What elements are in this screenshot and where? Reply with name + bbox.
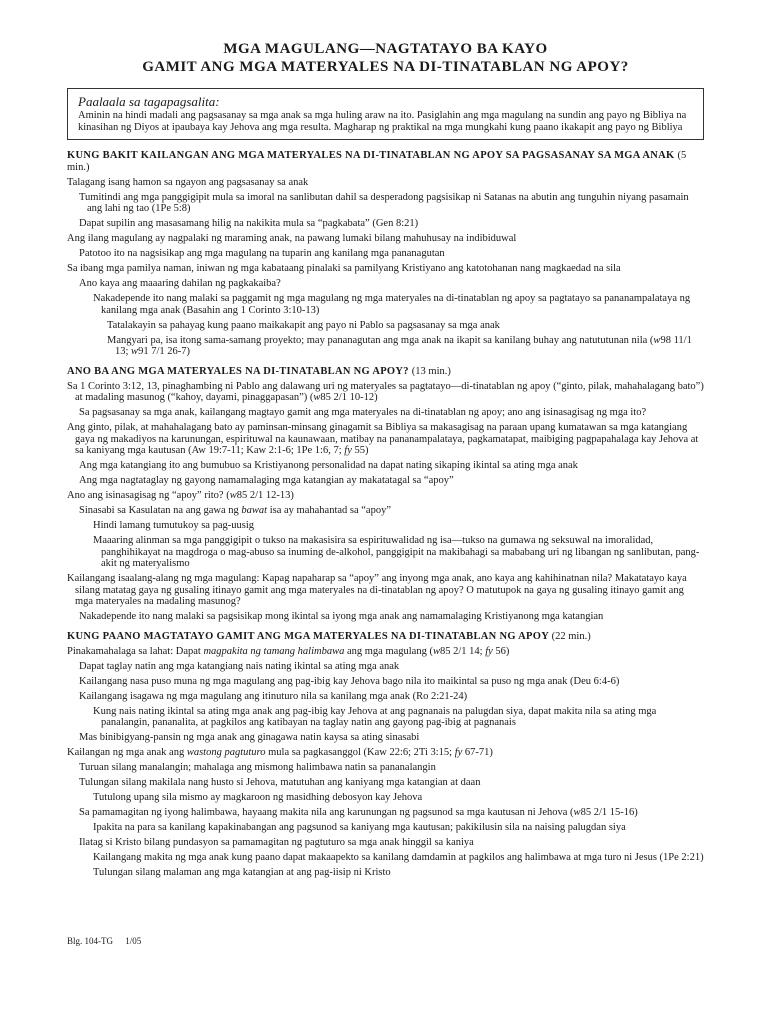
point-text: Turuan silang manalangin; mahalaga ang mismong halimbawa natin sa pananalangin	[79, 762, 436, 773]
section-time: (5 min.)	[67, 150, 687, 173]
point-text: Ang mga nagtataglay ng gayong namamalaging mga katangian ay makatatagal sa “apoy”	[79, 475, 454, 486]
outline-point	[79, 215, 704, 230]
outline-point	[93, 702, 704, 729]
outline-point	[79, 834, 704, 849]
point-text: 85 2/1 14;	[439, 645, 486, 657]
outline-point	[93, 849, 704, 864]
outline-point	[93, 819, 704, 834]
speaker-note-text: Aminin na hindi madali ang pagsasanay sa mga anak sa mga huling araw na ito. Pasiglahin ang mga magulang na sundin ang payo ng Bibliya na kinasihan ng Diyos at ipaubaya kay Jehova ang mga resulta. Magharap ng praktikal na mga mungkahi kung paano ikakapit ang payo ng Bibliya	[78, 110, 687, 133]
outline-point	[67, 260, 704, 275]
italic-text: fy	[344, 445, 352, 456]
section-heading-text: ANO BA ANG MGA MATERYALES NA DI-TINATABLAN NG APOY?	[67, 365, 409, 377]
outline-point	[67, 173, 704, 188]
point-text: Tumitindi ang mga panggigipit mula sa imoral na sanlibutan dahil sa desperadong pagsisikap ni Satanas na abutin ang tunguhin niyang pasamain ang lahi ng tao (1Pe 5:8)	[79, 191, 689, 214]
point-text: Kailangan ng mga anak ang	[67, 747, 187, 758]
point-text: Ilatag si Kristo bilang pundasyon sa pamamagitan ng pagtuturo sa mga anak hinggil sa kaniya	[79, 837, 474, 848]
outline-point	[79, 774, 704, 789]
point-text: Ano ang isinasagisag ng “apoy” rito? (	[67, 490, 230, 501]
point-text: Kailangang makita ng mga anak kung paano dapat makaapekto sa kanilang damdamin at pagkilos ang halimbawa at mga turo ni Jesus (1Pe 2:21)	[93, 852, 704, 863]
page-title	[67, 40, 704, 76]
point-text: ang mga magulang (	[344, 645, 433, 657]
point-text: Ano kaya ang maaaring dahilan ng pagkakaiba?	[79, 278, 281, 289]
outline-point	[67, 419, 704, 457]
italic-text: bawat	[241, 505, 268, 516]
outline-point	[67, 642, 704, 657]
point-text: 85 2/1 10-12)	[320, 392, 378, 403]
point-text: Dapat supilin ang masasamang hilig na nakikita mula sa “pagkabata” (Gen 8:21)	[79, 218, 419, 229]
outline-point	[79, 687, 704, 702]
italic-text: fy	[485, 645, 493, 657]
point-text: isa ay mahahantad sa “apoy”	[267, 505, 391, 516]
outline-point	[79, 759, 704, 774]
point-text: 67-71)	[462, 747, 493, 758]
section-time: (22 min.)	[551, 630, 591, 642]
section-heading	[67, 358, 704, 378]
outline-point	[79, 804, 704, 819]
point-text: Ang ginto, pilak, at mahahalagang bato ay paminsan-minsang ginagamit sa Bibliya sa makasagisag na paraan upang kumatawan sa mga katangiang gaya ng makadiyos na karunungan, espirituwal na kaunawaan, matibay na pananampalataya, pagkamatapat, maibiging pagpapahalaga kay Jehova at sa kaniyang mga kautusan (Aw 19:7-11; Kaw 2:1-6; 1Pe 1:6, 7;	[67, 422, 699, 456]
outline-point	[79, 672, 704, 687]
outline-point	[79, 502, 704, 517]
point-text: Pinakamahalaga sa lahat: Dapat	[67, 645, 204, 657]
point-text: Patotoo ito na nagsisikap ang mga magulang na tuparin ang kanilang mga pananagutan	[79, 248, 445, 259]
outline-point	[67, 230, 704, 245]
outline-point	[93, 789, 704, 804]
section-heading-text: KUNG PAANO MAGTATAYO GAMIT ANG MGA MATERYALES NA DI-TINATABLAN NG APOY	[67, 630, 549, 642]
point-text: Sinasabi sa Kasulatan na ang gawa ng	[79, 505, 242, 516]
outline-point	[79, 275, 704, 290]
point-text: 85 2/1 12-13)	[236, 490, 294, 501]
form-date: 1/05	[125, 936, 142, 946]
point-text: Tatalakayin sa pahayag kung paano maikakapit ang payo ni Pablo sa pagsasanay sa mga anak	[107, 319, 500, 331]
outline-point	[67, 487, 704, 502]
point-text: Kailangang nasa puso muna ng mga magulang ang pag-ibig kay Jehova bago nila ito maikintal sa puso ng mga anak (Deu 6:4-6)	[79, 675, 620, 687]
point-text: Ang mga katangiang ito ang bumubuo sa Kristiyanong personalidad na dapat nating sikaping ikintal sa ating mga anak	[79, 460, 578, 471]
point-text: 55)	[351, 445, 369, 456]
outline-point	[79, 657, 704, 672]
italic-text: fy	[454, 747, 463, 758]
outline-point	[107, 331, 704, 358]
point-text: Nakadepende ito nang malaki sa pagsisikap mong ikintal sa iyong mga anak ang namamalaging Kristiyanong mga katangian	[79, 611, 604, 622]
point-text: Dapat taglay natin ang mga katangiang nais nating ikintal sa ating mga anak	[79, 660, 400, 672]
outline-point	[79, 404, 704, 419]
point-text: Tutulong upang sila mismo ay magkaroon ng masidhing debosyon kay Jehova	[93, 792, 423, 803]
title-line-2: GAMIT ANG MGA MATERYALES NA DI-TINATABLAN NG APOY?	[142, 59, 629, 75]
point-text: Mangyari pa, isa itong sama-samang proyekto; may pananagutan ang mga anak na ikapit sa kanilang buhay ang natututunan nila (	[107, 334, 654, 346]
italic-text: w	[229, 490, 237, 501]
point-text: Kailangang isaalang-alang ng mga magulang: Kapag napaharap sa “apoy” ang inyong mga anak, ano kaya ang kahihinatnan nila? Makatatayo kaya silang matatag gaya ng gusaling itinayo gamit ang mga materyales na di-tinatablan ng apoy? O matutupok na gaya ng gusaling itinayo gamit ang mga materyales na madaling masunog?	[67, 573, 687, 607]
point-text: Tulungan silang malaman ang mga katangian at ang pag-iisip ni Kristo	[93, 867, 391, 878]
outline-point	[93, 517, 704, 532]
point-text: Tulungan silang makilala nang husto si Jehova, matutuhan ang kaniyang mga katangian at daan	[79, 777, 481, 788]
outline-point	[93, 290, 704, 317]
point-text: Sa 1 Corinto 3:12, 13, pinaghambing ni Pablo ang dalawang uri ng materyales sa pagtatayo—di-tinatablan ng apoy (“ginto, pilak, mahahalagang bato”) at madaling masunog (“kahoy, dayami, pinaggapasan”) (	[67, 380, 704, 403]
outline-point	[67, 744, 704, 759]
outline-point	[93, 864, 704, 879]
page-footer	[67, 936, 151, 947]
point-text: 56)	[492, 645, 510, 657]
section-heading	[67, 150, 704, 173]
section-heading-text: KUNG BAKIT KAILANGAN ANG MGA MATERYALES NA DI-TINATABLAN NG APOY SA PAGSASANAY SA MGA ANAK	[67, 150, 675, 161]
point-text: Ipakita na para sa kanilang kapakinabangan ang pagsunod sa kaniyang mga kautusan; pakikilusin sila na naising palugdan siya	[93, 822, 626, 833]
point-text: Sa pagsasanay sa mga anak, kailangang magtayo gamit ang mga materyales na di-tinatablan ng apoy; ano ang isinasagisag ng mga ito?	[79, 407, 647, 418]
point-text: 98 11/1 13;	[115, 334, 692, 357]
point-text: Ang ilang magulang ay nagpalaki ng maraming anak, na pawang lumaki bilang mahuhusay na indibiduwal	[67, 233, 517, 244]
point-text: Sa pamamagitan ng iyong halimbawa, hayaang makita nila ang karunungan ng pagsunod sa mga kautusan ni Jehova (	[79, 807, 574, 818]
outline-point	[79, 729, 704, 744]
form-number: Blg. 104-TG	[67, 936, 113, 946]
point-text: Maaaring alinman sa mga panggigipit o tukso na makasisira sa espirituwalidad ng isa—tukso na gumawa ng seksuwal na imoralidad, panghihikayat na magdroga o mag-abuso sa inuming de-alkohol, panggigipit na makibahagi sa mababang uri ng libangan ng sanlibutan, pang-akit ng materyalismo	[93, 535, 700, 569]
outline-point	[107, 316, 704, 331]
outline-point	[79, 457, 704, 472]
speaker-note-heading: Paalaala sa tagapagsalita:	[78, 94, 220, 109]
point-text: Kung nais nating ikintal sa ating mga anak ang pag-ibig kay Jehova at ang pagnanais na palugdan siya, dapat makita nila sa ating mga panalangin, pananalita, at pagkilos ang katibayan na taglay natin ang gayong pag-ibig at pagnanais	[93, 705, 657, 728]
outline-point	[79, 245, 704, 260]
point-text: Sa ibang mga pamilya naman, iniwan ng mga kabataang pinalaki sa pamilyang Kristiyano ang katotohanan nang magkaedad na sila	[67, 263, 621, 274]
outline-point	[67, 570, 704, 608]
outline-point	[79, 188, 704, 215]
title-line-1: MGA MAGULANG—NAGTATAYO BA KAYO	[223, 41, 548, 57]
section-time: (13 min.)	[411, 365, 451, 377]
point-text: mula sa pagkasanggol (Kaw 22:6; 2Ti 3:15;	[265, 747, 455, 758]
italic-text: w	[653, 334, 661, 346]
point-text: 91 7/1 26-7)	[138, 346, 190, 357]
outline-point	[79, 472, 704, 487]
point-text: Mas binibigyang-pansin ng mga anak ang ginagawa natin kaysa sa ating sinasabi	[79, 732, 420, 743]
outline-point	[79, 608, 704, 623]
italic-text: magpakita ng tamang halimbawa	[203, 645, 345, 657]
outline-point	[93, 532, 704, 570]
italic-text: w	[313, 392, 321, 403]
point-text: Nakadepende ito nang malaki sa paggamit ng mga magulang ng mga materyales na di-tinatablan ng apoy sa pagtatayo sa pananampalataya ng kanilang mga anak (Basahin ang 1 Corinto 3:10-13)	[93, 293, 691, 316]
outline-point	[67, 377, 704, 404]
italic-text: w	[131, 346, 139, 357]
point-text: Talagang isang hamon sa ngayon ang pagsasanay sa anak	[67, 176, 309, 188]
italic-text: wastong pagtuturo	[186, 747, 266, 758]
italic-text: w	[432, 645, 440, 657]
point-text: 85 2/1 15-16)	[580, 807, 638, 818]
point-text: Hindi lamang tumutukoy sa pag-uusig	[93, 520, 254, 531]
section-heading	[67, 623, 704, 643]
italic-text: w	[573, 807, 581, 818]
speaker-note-box	[67, 88, 704, 140]
outline-sections	[67, 150, 704, 879]
point-text: Kailangang isagawa ng mga magulang ang itinuturo nila sa kanilang mga anak (Ro 2:21-24)	[79, 690, 468, 702]
